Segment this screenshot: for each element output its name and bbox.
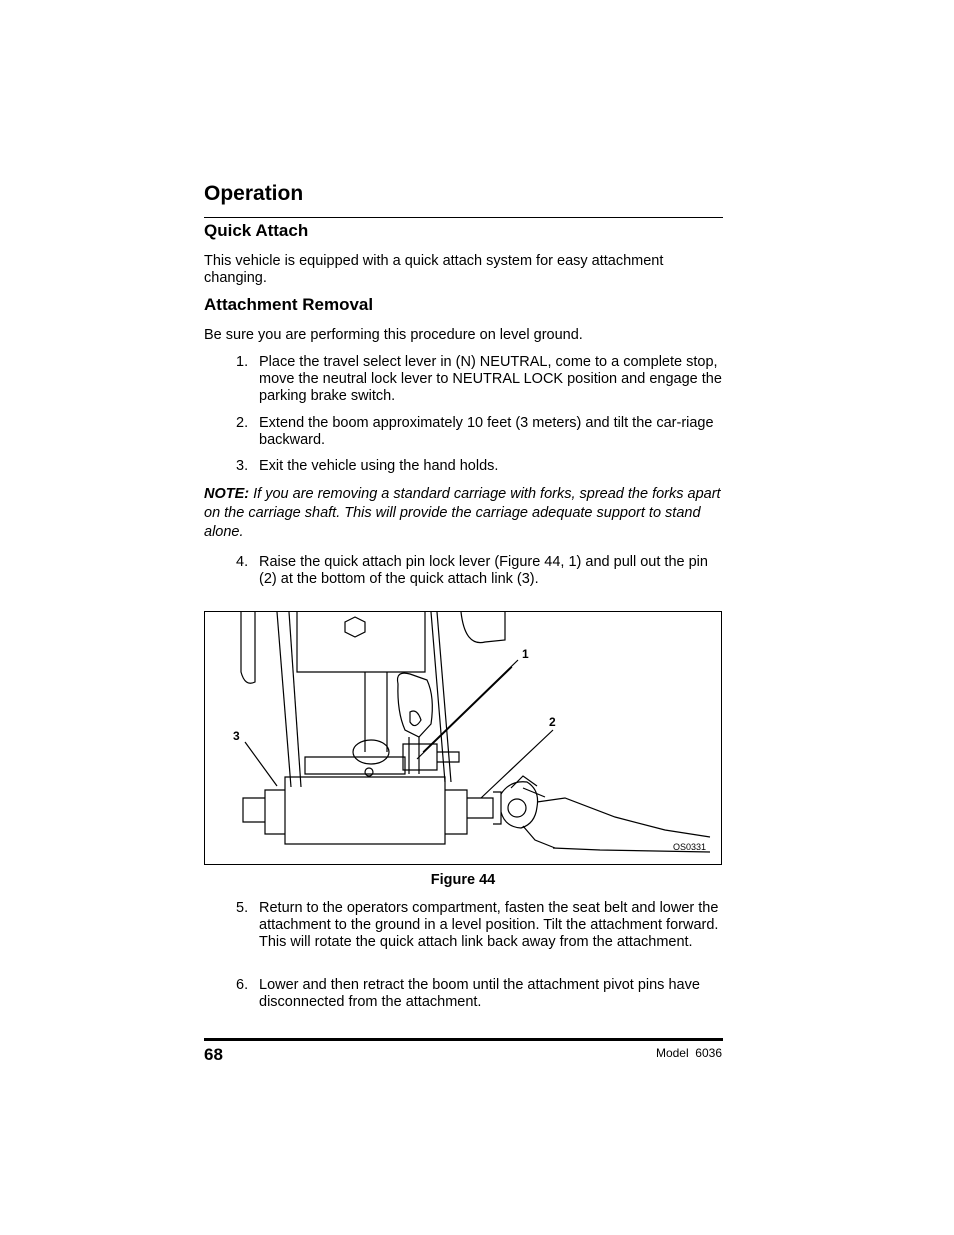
step-number: 2. [236,415,249,431]
note [204,485,724,542]
step-6 [236,977,724,1011]
figure-code: OS0331 [673,842,707,852]
step-4 [236,554,724,588]
step-number: 5. [236,900,249,916]
header-rule [204,217,723,218]
attachment-removal-heading: Attachment Removal [204,295,374,314]
step-number: 4. [236,554,249,570]
step-number: 6. [236,977,249,993]
quick-attach-heading: Quick Attach [204,221,309,240]
step-text: Exit the vehicle using the hand holds. [259,458,499,474]
callout-2: 2 [549,715,556,729]
attachment-removal-intro: Be sure you are performing this procedure on level ground. [204,327,583,343]
note-label: NOTE: [204,486,250,502]
step-text: Return to the operators compartment, fasten the seat belt and lower the attachment to the ground in a level position. Tilt the attachment forward. This will rotate the quick attach link back away from the attachment. [259,900,719,950]
section-title: Operation [204,182,304,205]
step-2 [236,415,724,449]
step-number: 1. [236,354,249,370]
callout-1: 1 [522,647,529,661]
note-text: If you are removing a standard carriage with forks, spread the forks apart on the carriage shaft. This will provide the carriage adequate support to stand alone. [204,486,721,540]
step-text: Lower and then retract the boom until the attachment pivot pins have disconnected from the attachment. [259,977,700,1010]
step-text: Extend the boom approximately 10 feet (3 meters) and tilt the car-riage backward. [259,415,714,448]
figure-caption: Figure 44 [430,872,496,888]
page-number: 68 [204,1045,223,1064]
callout-3: 3 [233,729,240,743]
step-5 [236,900,724,951]
quick-attach-intro: This vehicle is equipped with a quick attach system for easy attachment changing. [204,253,664,286]
step-text: Place the travel select lever in (N) NEUTRAL, come to a complete stop, move the neutral lock lever to NEUTRAL LOCK position and engage the parking brake switch. [259,354,722,404]
step-text: Raise the quick attach pin lock lever (Figure 44, 1) and pull out the pin (2) at the bottom of the quick attach link (3). [259,554,708,587]
footer-rule [204,1038,723,1041]
quick-attach-illustration [205,612,721,864]
step-number: 3. [236,458,249,474]
step-1 [236,354,724,405]
model-label: Model 6036 [655,1046,722,1060]
step-3 [236,458,724,475]
figure-44 [204,611,722,865]
